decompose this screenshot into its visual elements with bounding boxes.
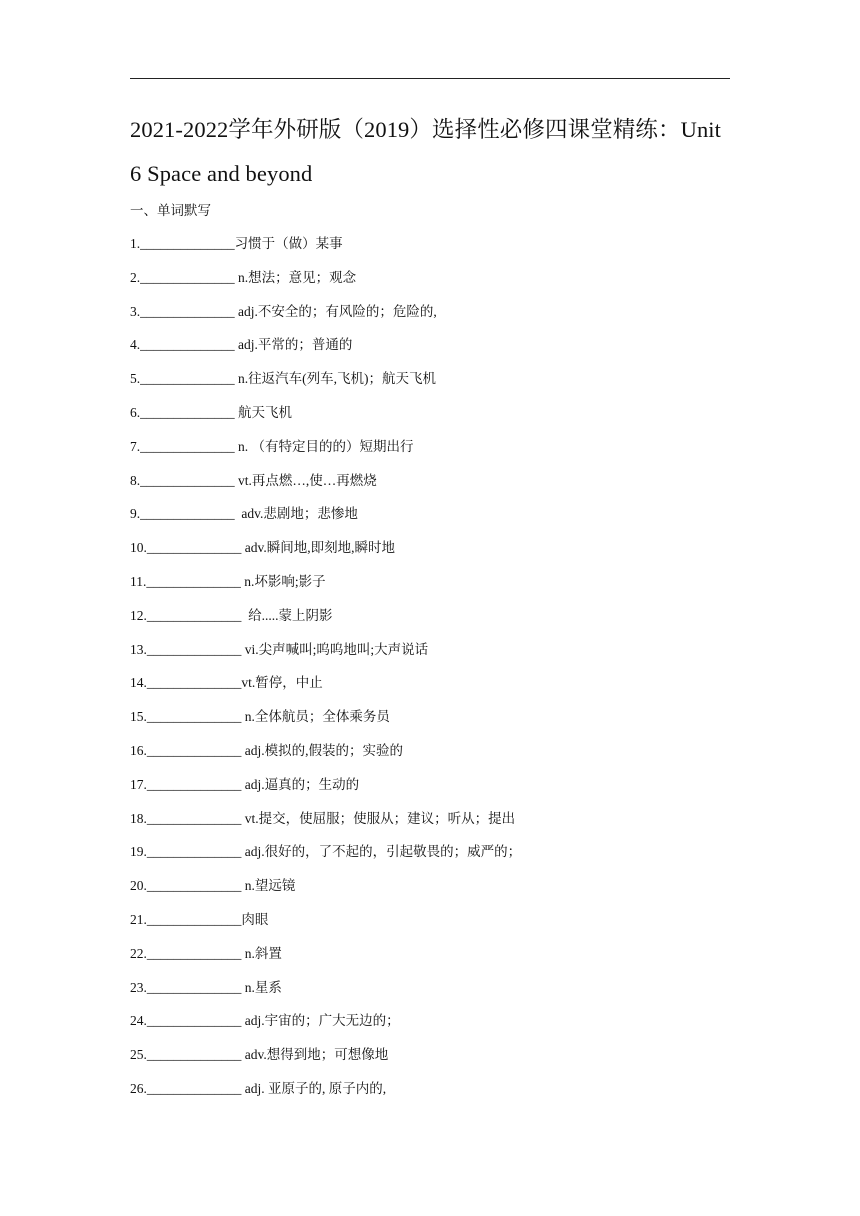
list-item: 1.______________习惯于（做）某事	[130, 236, 343, 251]
list-item: 6.______________ 航天飞机	[130, 404, 292, 420]
list-item: 16.______________ adj.模拟的,假装的；实验的	[130, 742, 403, 758]
list-item: 3.______________ adj.不安全的；有风险的；危险的,	[130, 303, 437, 319]
list-item: 12.______________ 给.....蒙上阴影	[130, 607, 333, 623]
list-item: 24.______________ adj.宇宙的；广大无边的；	[130, 1013, 400, 1029]
list-item: 13.______________ vi.尖声喊叫;呜呜地叫;大声说话	[130, 641, 429, 657]
list-item: 20.______________ n.望远镜	[130, 878, 296, 894]
list-item: 5.______________ n.往返汽车(列车,飞机)；航天飞机	[130, 371, 436, 387]
list-item: 2.______________ n.想法；意见；观念	[130, 269, 357, 285]
header-rule	[130, 78, 730, 79]
list-item: 18.______________ vt.提交，使屈服；使服从；建议；听从；提出	[130, 810, 516, 826]
list-item: 19.______________ adj.很好的，了不起的，引起敬畏的；威严的；	[130, 844, 522, 860]
list-item: 8.______________ vt.再点燃…,使…再燃烧	[130, 472, 377, 488]
list-item: 10.______________ adv.瞬间地,即刻地,瞬时地	[130, 540, 395, 556]
list-item: 7.______________ n. （有特定目的的）短期出行	[130, 438, 414, 454]
list-item: 17.______________ adj.逼真的；生动的	[130, 776, 360, 792]
list-item: 9.______________ adv.悲剧地；悲惨地	[130, 506, 358, 522]
list-item: 23.______________ n.星系	[130, 979, 282, 995]
word-list	[130, 234, 521, 1113]
list-item: 11.______________ n.坏影响;影子	[130, 573, 326, 589]
list-item: 26.______________ adj. 亚原子的, 原子内的,	[130, 1080, 387, 1096]
section-heading: 一、单词默写	[130, 203, 211, 218]
list-item: 22.______________ n.斜置	[130, 945, 282, 961]
list-item: 15.______________ n.全体航员；全体乘务员	[130, 709, 390, 725]
list-item: 4.______________ adj.平常的；普通的	[130, 337, 353, 353]
document-title: 2021-2022学年外研版（2019）选择性必修四课堂精练：Unit 6 Space and beyond	[130, 117, 721, 186]
list-item: 21.______________肉眼	[130, 911, 269, 927]
list-item: 25.______________ adv.想得到地；可想像地	[130, 1047, 389, 1063]
list-item: 14.______________vt.暂停，中止	[130, 675, 323, 691]
